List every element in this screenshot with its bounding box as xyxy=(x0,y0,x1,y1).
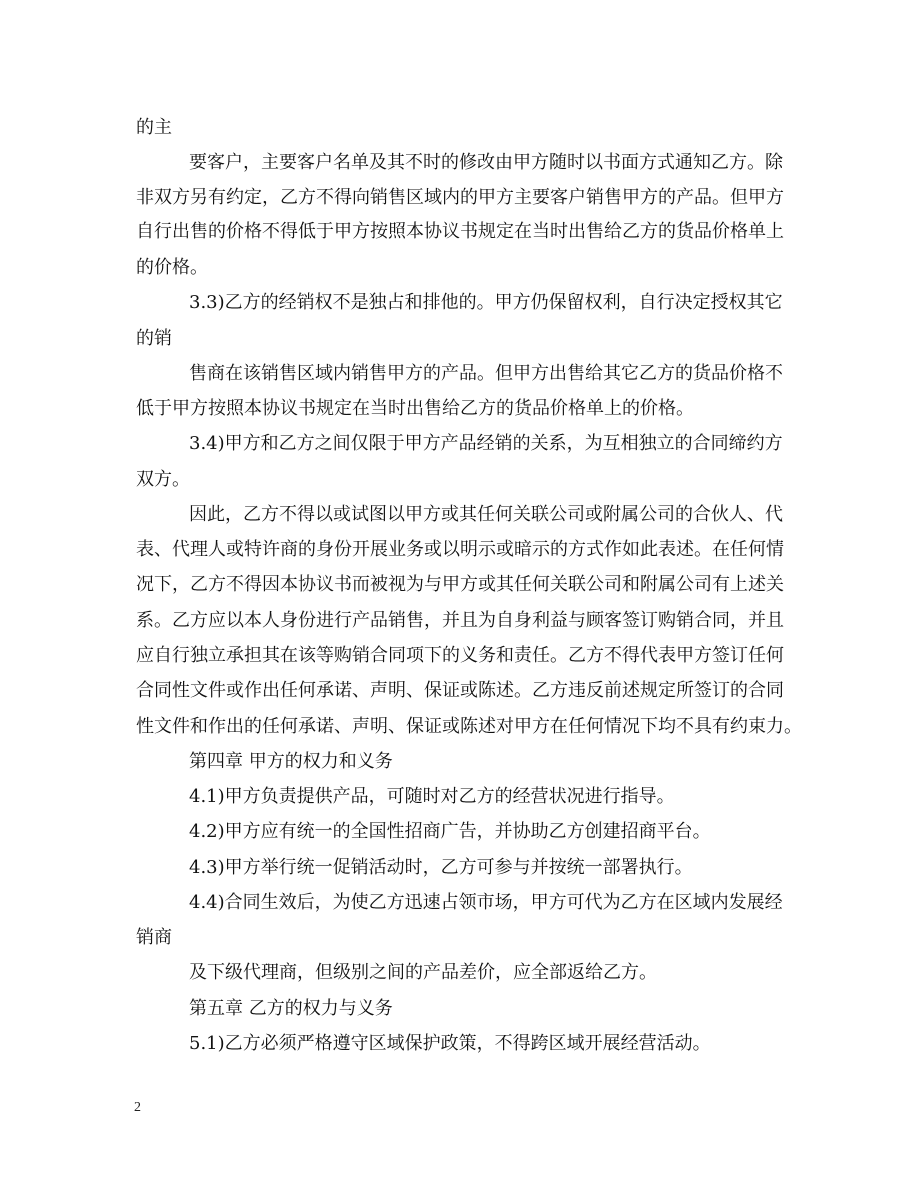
text-line-13: 表、代理人或特许商的身份开展业务或以明示或暗示的方式作如此表述。在任何情 xyxy=(136,539,784,560)
text-line-10: 3.4)甲方和乙方之间仅限于甲方产品经销的关系，为互相独立的合同缔约方 xyxy=(189,433,783,454)
text-line-1: 的主 xyxy=(136,117,172,138)
text-line-24: 销商 xyxy=(136,927,172,948)
text-line-11: 双方。 xyxy=(136,469,190,490)
text-line-5: 的价格。 xyxy=(136,257,208,278)
page-number: 2 xyxy=(134,1100,141,1115)
text-line-6: 3.3)乙方的经销权不是独占和排他的。甲方仍保留权利，自行决定授权其它 xyxy=(189,292,783,313)
text-line-2: 要客户，主要客户名单及其不时的修改由甲方随时以书面方式通知乙方。除 xyxy=(189,152,783,173)
text-line-25: 及下级代理商，但级别之间的产品差价，应全部返给乙方。 xyxy=(189,962,657,983)
text-line-14: 况下，乙方不得因本协议书而被视为与甲方或其任何关联公司和附属公司有上述关 xyxy=(136,574,784,595)
text-line-3: 非双方另有约定，乙方不得向销售区域内的甲方主要客户销售甲方的产品。但甲方 xyxy=(136,187,784,208)
text-line-12: 因此，乙方不得以或试图以甲方或其任何关联公司或附属公司的合伙人、代 xyxy=(189,504,783,525)
text-line-18: 性文件和作出的任何承诺、声明、保证或陈述对甲方在任何情况下均不具有约束力。 xyxy=(136,716,802,737)
text-line-8: 售商在该销售区域内销售甲方的产品。但甲方出售给其它乙方的货品价格不 xyxy=(189,363,783,384)
text-line-22: 4.3)甲方举行统一促销活动时，乙方可参与并按统一部署执行。 xyxy=(189,857,693,878)
text-line-21: 4.2)甲方应有统一的全国性招商广告，并协助乙方创建招商平台。 xyxy=(189,821,711,842)
chapter-four-heading: 第四章 甲方的权力和义务 xyxy=(189,751,393,772)
chapter-five-heading: 第五章 乙方的权力与义务 xyxy=(189,998,393,1019)
text-line-23: 4.4)合同生效后，为使乙方迅速占领市场，甲方可代为乙方在区域内发展经 xyxy=(189,892,783,913)
text-line-16: 应自行独立承担其在该等购销合同项下的义务和责任。乙方不得代表甲方签订任何 xyxy=(136,645,784,666)
text-line-27: 5.1)乙方必须严格遵守区域保护政策，不得跨区域开展经营活动。 xyxy=(189,1033,711,1054)
text-line-15: 系。乙方应以本人身份进行产品销售，并且为自身利益与顾客签订购销合同，并且 xyxy=(136,610,784,631)
text-line-9: 低于甲方按照本协议书规定在当时出售给乙方的货品价格单上的价格。 xyxy=(136,398,694,419)
text-line-7: 的销 xyxy=(136,328,172,349)
text-line-4: 自行出售的价格不得低于甲方按照本协议书规定在当时出售给乙方的货品价格单上 xyxy=(136,221,784,242)
text-line-17: 合同性文件或作出任何承诺、声明、保证或陈述。乙方违反前述规定所签订的合同 xyxy=(136,680,784,701)
text-line-20: 4.1)甲方负责提供产品，可随时对乙方的经营状况进行指导。 xyxy=(189,786,675,807)
